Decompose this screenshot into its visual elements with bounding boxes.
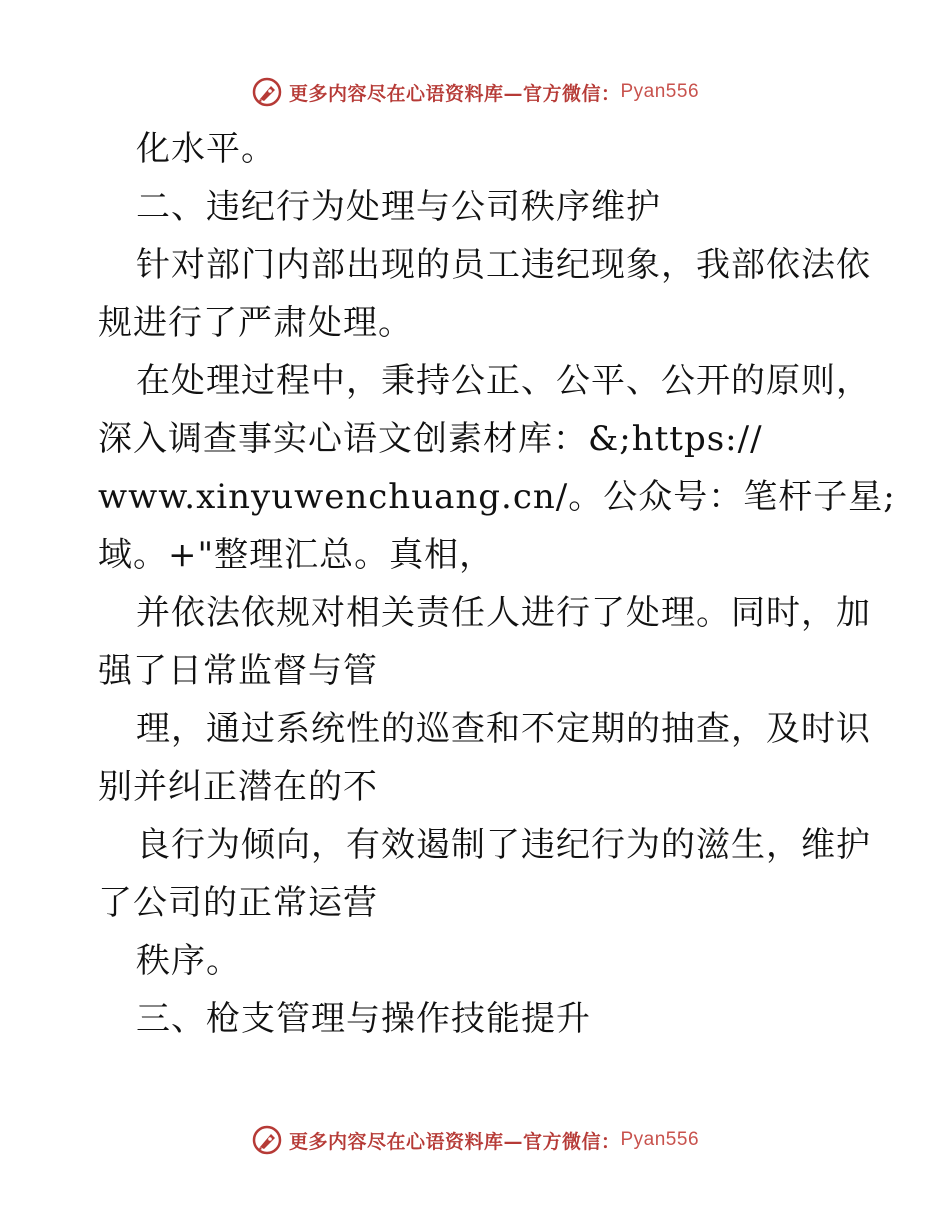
body-line: 秩序。 <box>136 941 241 981</box>
body-line: 化水平。 <box>136 129 276 169</box>
body-line: 了公司的正常运营 <box>98 883 378 923</box>
body-line: 规进行了严肃处理。 <box>98 303 413 343</box>
header-watermark <box>0 72 950 112</box>
pen-nib-logo-icon <box>251 76 283 108</box>
body-line: 域。+"整理汇总。真相， <box>98 535 495 575</box>
body-line: 在处理过程中，秉持公正、公平、公开的原则， <box>136 361 871 401</box>
watermark-wechat-id: Pyan556 <box>620 81 700 102</box>
body-line: 强了日常监督与管 <box>98 651 378 691</box>
body-line: 针对部门内部出现的员工违纪现象，我部依法依 <box>136 245 871 285</box>
pen-nib-logo-icon <box>251 1124 283 1156</box>
body-line: 并依法依规对相关责任人进行了处理。同时，加 <box>136 593 871 633</box>
watermark-brand-text: 更多内容尽在心语资料库—官方微信： <box>288 82 621 105</box>
section-heading: 三、枪支管理与操作技能提升 <box>136 999 591 1039</box>
footer-watermark <box>0 1120 950 1160</box>
body-line: 良行为倾向，有效遏制了违纪行为的滋生，维护 <box>136 825 871 865</box>
section-heading: 二、违纪行为处理与公司秩序维护 <box>136 187 661 227</box>
body-line: 别并纠正潜在的不 <box>98 767 378 807</box>
watermark-wechat-id: Pyan556 <box>620 1129 700 1150</box>
body-line: www.xinyuwenchuang.cn/。公众号：笔杆子星; <box>98 477 896 517</box>
watermark-brand-text: 更多内容尽在心语资料库—官方微信： <box>288 1130 621 1153</box>
body-line: 深入调查事实心语文创素材库：&;https:// <box>98 419 763 459</box>
body-line: 理，通过系统性的巡查和不定期的抽查，及时识 <box>136 709 871 749</box>
